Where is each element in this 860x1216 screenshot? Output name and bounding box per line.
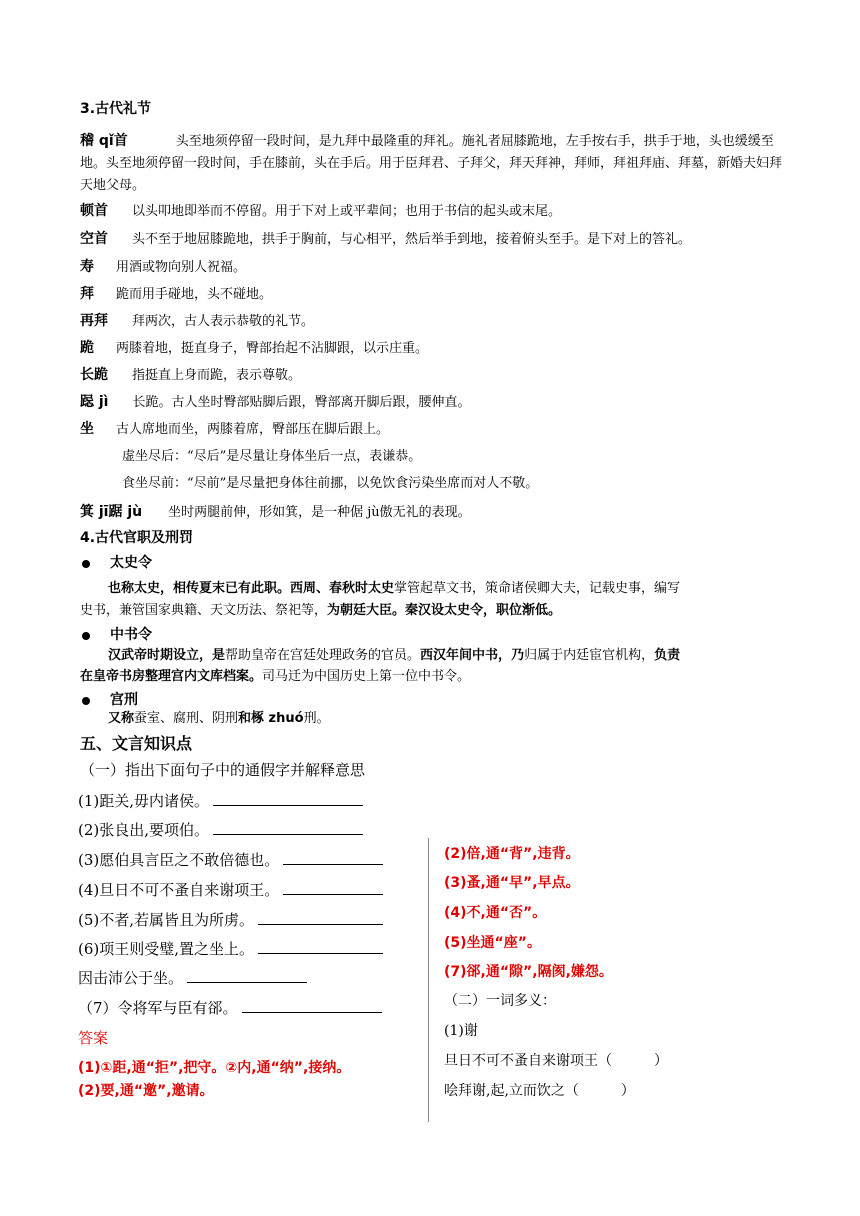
question-text: (1)距关,毋内诸侯。	[78, 792, 210, 810]
right-answer-1: (2)倍,通“背”,违背。	[444, 846, 580, 862]
term-entry-bai	[80, 283, 272, 306]
text: 归属于内廷宦官机构，	[524, 648, 655, 663]
text: 帮助皇帝在宫廷处理政务的官员。	[225, 648, 421, 663]
term-entry-zuo	[80, 418, 389, 441]
question-text: (3)愿伯具言臣之不敢倍德也。	[78, 851, 280, 869]
term-entry-gui	[80, 337, 428, 360]
question-text: (4)旦日不可不蚤自来谢项王。	[78, 881, 280, 899]
text: 掌管起草文书，策命诸侯卿大夫，记载史事，编写	[394, 581, 681, 596]
answer-blank[interactable]	[213, 820, 363, 835]
answer-blank[interactable]	[187, 968, 307, 983]
section-5-subtitle-1: （一）指出下面句子中的通假字并解释意思	[80, 761, 366, 779]
definition: 头不至于地屈膝跪地，拱手于胸前，与心相平，然后举手到地，接着俯头至手。是下对上的答礼。	[132, 232, 692, 247]
term-entry-dunshou	[80, 200, 561, 223]
bullet-dot-icon	[82, 697, 90, 705]
text: 史书，兼管国家典籍、天文历法、祭祀等，	[80, 603, 328, 618]
question-text: (6)项王则受璧,置之坐上。	[78, 940, 255, 958]
bullet-dot-icon	[82, 560, 90, 568]
definition: 两膝着地，挺直身子，臀部抬起不沾脚跟，以示庄重。	[116, 341, 429, 356]
text: 刑。	[303, 711, 330, 726]
term: 坐	[80, 421, 94, 437]
question-3	[78, 849, 383, 870]
definition: 长跪。古人坐时臀部贴脚后跟，臀部离开脚后跟，腰伸直。	[132, 395, 471, 410]
definition: 拜两次，古人表示恭敬的礼节。	[132, 314, 315, 329]
question-2	[78, 819, 363, 840]
term-entry-kongshou	[80, 228, 691, 251]
question-text: （7）令将军与臣有郤。	[78, 999, 238, 1017]
sub-note-xuzuo: 虚坐尽后：“尽后”是尽量让身体坐后一点，表谦恭。	[122, 449, 422, 464]
right-answer-2: (3)蚤,通“早”,早点。	[444, 875, 580, 891]
close-paren: ）	[654, 1053, 668, 1069]
polysemy-sentence-2	[444, 1080, 635, 1100]
definition: 坐时两腿前伸，形如箕，是一种倨 jù傲无礼的表现。	[168, 505, 471, 520]
answer-blank[interactable]	[283, 850, 383, 865]
question-7	[78, 997, 382, 1018]
definition: 指挺直上身而跪，表示尊敬。	[132, 368, 302, 383]
term: 长跪	[80, 367, 108, 383]
question-text: (5)不者,若属皆且为所虏。	[78, 911, 255, 929]
term: 寿	[80, 259, 94, 275]
bold-text: 在皇帝书房整理宫内文库档案。	[80, 669, 263, 684]
section-5-title: 五、文言知识点	[80, 734, 193, 753]
definition: 跪而用手碰地，头不碰地。	[116, 287, 273, 302]
term: 箕 jī踞 jù	[80, 504, 143, 520]
term-entry-shou	[80, 256, 246, 279]
text: 司马迁为中国历史上第一位中书令。	[262, 669, 471, 684]
answer-blank[interactable]	[283, 880, 383, 895]
zhongshuling-line-2	[80, 666, 470, 688]
sub-note-shizuo: 食坐尽前：“尽前”是尽量把身体往前挪，以免饮食污染坐席而对人不敬。	[122, 476, 539, 491]
term: 稽 qǐ首	[80, 133, 128, 149]
close-paren: ）	[620, 1083, 635, 1099]
definition: 头至地须停留一段时间，是九拜中最隆重的拜礼。施礼者屈膝跪地，左手按右手，拱手于地，头也缓缓至地。头至地须停留一段时间，手在膝前，头在手后。用于臣拜君、子拜父，拜天拜神，拜师，拜祖拜庙、拜墓，新婚夫妇拜天地父母。	[80, 134, 783, 193]
taishiling-line-2	[80, 600, 561, 622]
question-text: 因击沛公于坐。	[78, 969, 184, 987]
question-6b	[78, 967, 307, 988]
term: 跽 jì	[80, 394, 109, 410]
question-1	[78, 790, 363, 811]
right-answer-3: (4)不,通“否”。	[444, 905, 547, 921]
column-divider	[428, 838, 429, 1122]
term: 空首	[80, 231, 108, 247]
bold-text: 为朝廷大臣。秦汉设太史令，职位渐低。	[327, 603, 562, 618]
bold-text: 和椓 zhuó	[238, 711, 304, 726]
term-entry-zaibai	[80, 310, 314, 333]
term-entry-jiju	[80, 501, 471, 524]
question-5	[78, 909, 383, 930]
term-entry-ji	[80, 391, 471, 414]
answer-label: 答案	[78, 1029, 109, 1047]
sentence-text: 哙拜谢,起,立而饮之（	[444, 1083, 579, 1099]
bold-text: 乃	[511, 648, 525, 663]
bold-text: 又称	[108, 711, 135, 726]
right-answer-4: (5)坐通“座”。	[444, 935, 541, 951]
bold-text: 是	[212, 648, 226, 663]
polysemy-word-1: (1)谢	[444, 1023, 478, 1039]
bullet-title-taishiling: 太史令	[110, 555, 152, 571]
text: 蚕室、腐刑、阴刑	[134, 711, 239, 726]
gongxing-line	[108, 708, 330, 730]
section-5-subtitle-2: （二）一词多义：	[444, 993, 556, 1009]
taishiling-line-1	[108, 578, 680, 600]
bullet-dot-icon	[82, 632, 90, 640]
term: 拜	[80, 286, 94, 302]
answer-blank[interactable]	[258, 939, 383, 954]
sentence-text: 旦日不可不蚤自来谢项王（	[444, 1053, 612, 1069]
definition: 用酒或物向别人祝福。	[116, 260, 247, 275]
term-entry-changgui	[80, 364, 301, 387]
bold-text: 西汉年间中书，	[420, 648, 512, 663]
question-6	[78, 938, 383, 959]
answer-blank[interactable]	[242, 998, 382, 1013]
zhongshuling-line-1	[108, 645, 680, 667]
definition: 以头叩地即举而不停留。用于下对上或平辈间；也用于书信的起头或末尾。	[132, 204, 562, 219]
answer-line-2: (2)要,通“邀”,邀请。	[78, 1083, 214, 1099]
section-3-title: 3.古代礼节	[80, 101, 152, 117]
bold-text: 负责	[654, 648, 681, 663]
term-entry-qishou	[80, 130, 784, 197]
answer-blank[interactable]	[213, 791, 363, 806]
term: 顿首	[80, 203, 108, 219]
question-4	[78, 879, 383, 900]
bullet-title-gongxing: 宫刑	[110, 692, 138, 708]
term: 跪	[80, 340, 94, 356]
bold-text: 汉武帝时期设立，	[108, 648, 213, 663]
term: 再拜	[80, 313, 108, 329]
section-4-title: 4.古代官职及刑罚	[80, 530, 194, 546]
question-text: (2)张良出,要项伯。	[78, 821, 210, 839]
bullet-title-zhongshuling: 中书令	[110, 627, 152, 643]
definition: 古人席地而坐，两膝着席，臀部压在脚后跟上。	[116, 422, 390, 437]
bold-text: 也称太史，相传夏末已有此职。西周、春秋时太史	[108, 581, 395, 596]
answer-line-1: (1)①距,通“拒”,把守。②内,通“纳”,接纳。	[78, 1060, 351, 1076]
answer-blank[interactable]	[258, 910, 383, 925]
right-answer-5: (7)郤,通“隙”,隔阂,嫌怨。	[444, 964, 613, 980]
polysemy-sentence-1	[444, 1050, 668, 1070]
